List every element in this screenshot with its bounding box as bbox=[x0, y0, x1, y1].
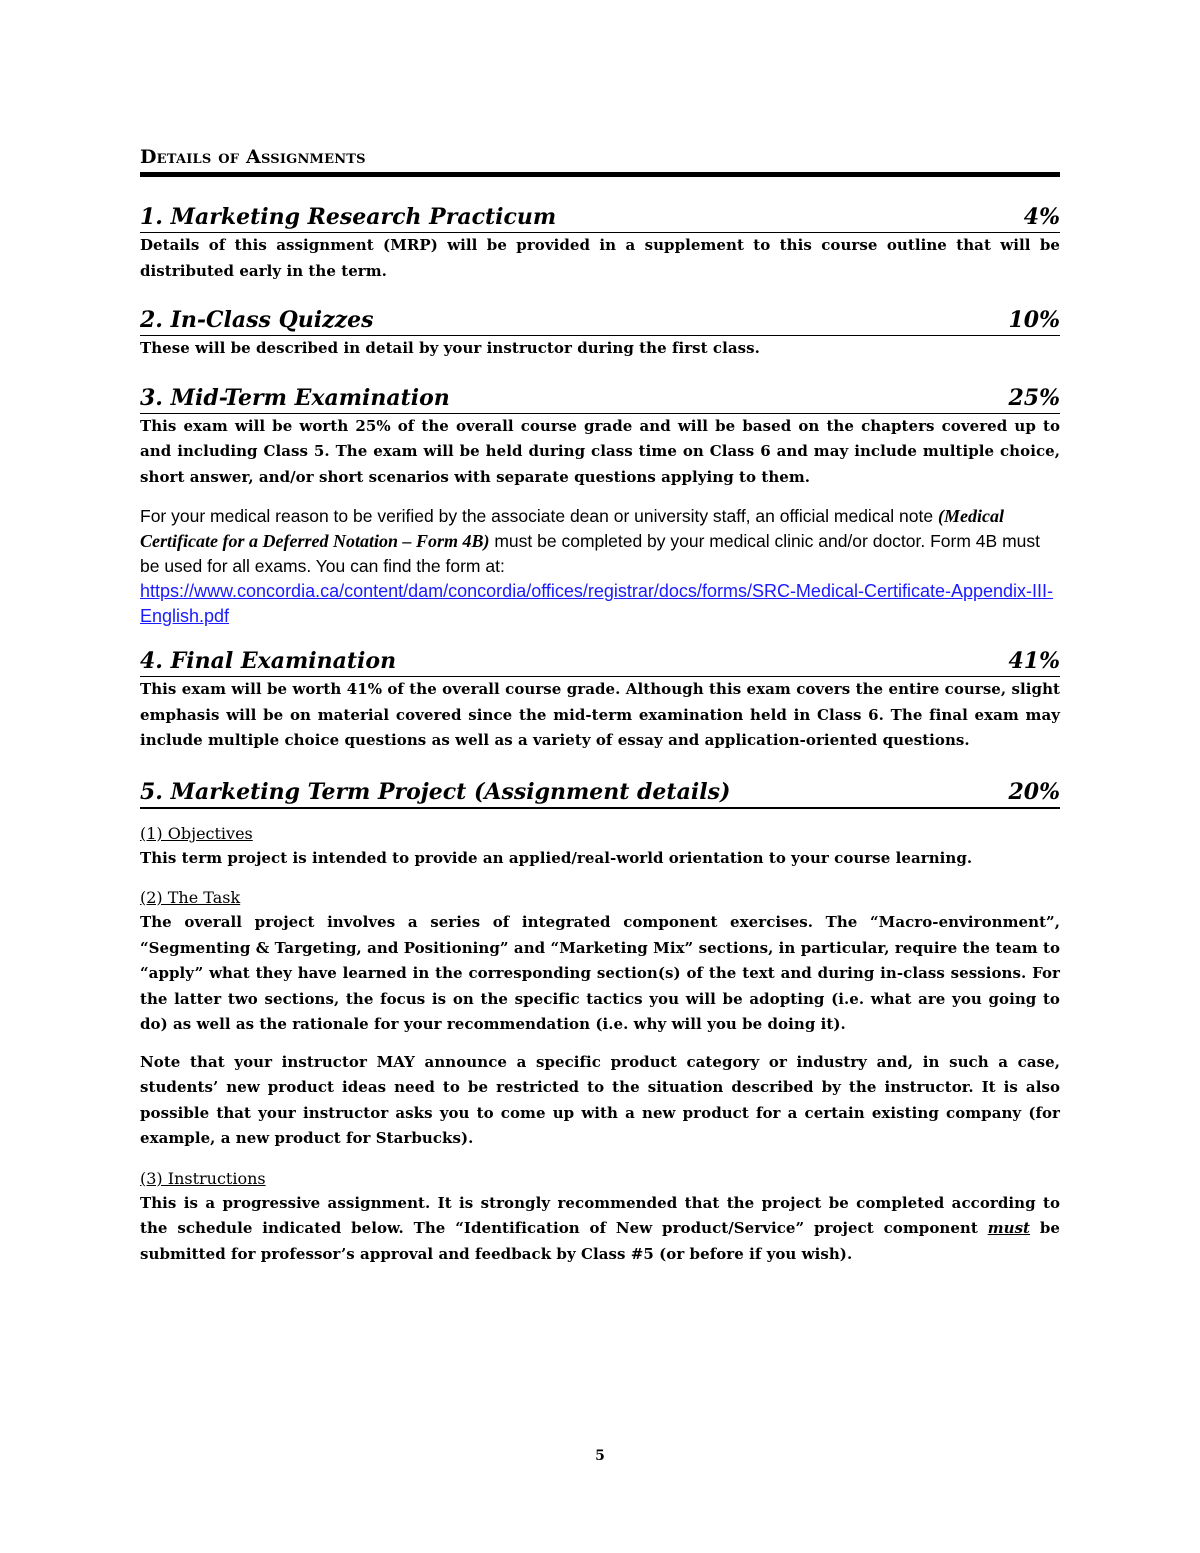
section-title: 4. Final Examination bbox=[140, 648, 397, 674]
section-weight: 20% bbox=[1008, 778, 1060, 805]
section-title: 3. Mid-Term Examination bbox=[140, 384, 450, 411]
medical-note-rest: must be completed by your medical clinic and/or doctor. Form 4B must be used for all exams. You can find the form at: bbox=[140, 531, 1040, 576]
section-heading bbox=[140, 306, 1060, 336]
section-body: This exam will be worth 41% of the overall course grade. Although this exam covers the entire course, slight emphasis will be on material covered since the mid-term examination held in Class 6. The final exam may include multiple choice questions as well as a variety of essay and application-oriented questions. bbox=[140, 680, 1060, 749]
section-heading bbox=[140, 778, 1060, 809]
section-marketing-research-practicum bbox=[140, 203, 1060, 284]
section-in-class-quizzes bbox=[140, 306, 1060, 362]
objectives-label: (1) Objectives bbox=[140, 823, 253, 843]
section-mid-term-examination bbox=[140, 384, 1060, 630]
section-weight: 25% bbox=[1008, 384, 1060, 411]
section-heading bbox=[140, 203, 1060, 233]
section-weight: 10% bbox=[1008, 307, 1060, 333]
section-final-examination bbox=[140, 647, 1060, 754]
task-label: (2) The Task bbox=[140, 888, 241, 907]
section-body: Details of this assignment (MRP) will be provided in a supplement to this course outline that will be distributed early in the term. bbox=[140, 236, 1060, 280]
medical-form-name: (Medical Certificate for a Deferred Notation – Form 4B) bbox=[140, 506, 1004, 551]
section-title: 2. In-Class Quizzes bbox=[140, 307, 374, 333]
section-heading bbox=[140, 384, 1060, 414]
task-body: The overall project involves a series of integrated component exercises. The “Macro-environment”, “Segmenting & Targeting, and Positioning” and “Marketing Mix” sections, in particular, require the team to “apply” what they have learned in the corresponding section(s) of the text and during in-class sessions. For the latter two sections, the focus is on the specific tactics you will be adopting (i.e. what are you going to do) as well as the rationale for your recommendation (i.e. why will you be doing it). bbox=[140, 913, 1060, 1033]
medical-form-link[interactable]: https://www.concordia.ca/content/dam/concordia/offices/registrar/docs/forms/SRC-Medical-Certificate-Appendix-III-English.pdf bbox=[140, 581, 1054, 626]
medical-note-intro: For your medical reason to be verified by the associate dean or university staff, an official medical note bbox=[140, 506, 938, 526]
section-weight: 4% bbox=[1023, 204, 1060, 230]
section-marketing-term-project bbox=[140, 778, 1060, 1268]
section-heading bbox=[140, 647, 1060, 677]
instructions-body bbox=[140, 1191, 1060, 1268]
instructions-label: (3) Instructions bbox=[140, 1168, 266, 1188]
page-title: Details of Assignments bbox=[140, 146, 1060, 177]
section-body: These will be described in detail by your instructor during the first class. bbox=[140, 339, 760, 357]
section-title: 5. Marketing Term Project (Assignment details) bbox=[140, 778, 731, 805]
task-note: Note that your instructor MAY announce a specific product category or industry and, in such a case, students’ new product ideas need to be restricted to the situation described by the instructor. It is also possible that your instructor asks you to come up with a new product for a certain existing company (for example, a new product for Starbucks). bbox=[140, 1052, 1060, 1147]
instructions-text: This is a progressive assignment. It is strongly recommended that the project be completed according to the schedule indicated below. The “Identification of New product/Service” project component bbox=[140, 1193, 1060, 1237]
medical-note-paragraph bbox=[140, 504, 1060, 629]
page-number: 5 bbox=[595, 1448, 605, 1464]
instructions-text-end: be submitted for professor’s approval and feedback by Class #5 (or before if you wish). bbox=[140, 1219, 1061, 1263]
objectives-body: This term project is intended to provide an applied/real-world orientation to your course learning. bbox=[140, 848, 973, 867]
section-body: This exam will be worth 25% of the overall course grade and will be based on the chapters covered up to and including Class 5. The exam will be held during class time on Class 6 and may include multiple choice, short answer, and/or short scenarios with separate questions applying to them. bbox=[140, 416, 1060, 486]
instructions-must: must bbox=[987, 1219, 1031, 1237]
section-weight: 41% bbox=[1008, 648, 1060, 674]
section-title: 1. Marketing Research Practicum bbox=[140, 204, 557, 230]
document-page bbox=[140, 146, 1060, 1267]
